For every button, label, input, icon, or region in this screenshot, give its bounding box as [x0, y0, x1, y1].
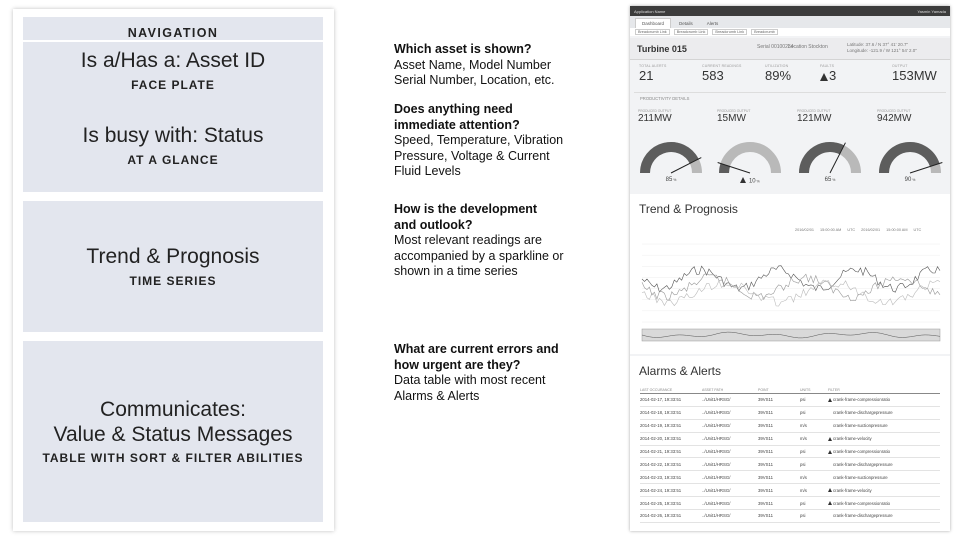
alarm-filter-text: crank-frame-velocity — [833, 436, 872, 442]
alarm-units: psi — [800, 449, 806, 454]
question-text: Alarms & Alerts — [394, 388, 480, 403]
alarm-units: psi — [800, 513, 806, 519]
gauge-dial — [717, 137, 787, 177]
gauge-percent: 10 % — [717, 177, 783, 185]
question-text: Pressure, Voltage & Current — [394, 148, 550, 163]
question-heading: immediate attention? — [394, 117, 520, 132]
gauge-percent-value: 85 — [665, 177, 673, 183]
alarm-point: 39VS11 — [758, 397, 773, 403]
alarm-date: 2014-02-20, 19:33:51 — [640, 436, 682, 442]
table-row[interactable] — [640, 446, 940, 459]
table-row[interactable] — [640, 420, 940, 433]
question-heading: Which asset is shown? — [394, 42, 532, 56]
kpi-value: 583 — [702, 68, 724, 83]
asset-id-subtitle: FACE PLATE — [131, 77, 215, 92]
alarm-date: 2014-02-17, 19:33:51 — [640, 397, 682, 403]
kpi-label: TOTAL ALERTS — [639, 64, 667, 68]
kpi-faults — [820, 64, 836, 83]
status-box — [23, 99, 323, 192]
app-titlebar — [630, 6, 950, 16]
communicates-box — [23, 341, 323, 522]
kpi-output — [892, 64, 937, 83]
gauge-fill — [724, 165, 725, 173]
trend-series-line — [642, 280, 940, 306]
alarm-date: 2014-02-18, 19:33:51 — [640, 410, 682, 416]
breadcrumb-current: Breadcrumb — [751, 29, 778, 35]
alarm-date: 2014-02-19, 19:33:51 — [640, 423, 682, 429]
alarm-units: m/s — [800, 474, 807, 480]
alarm-asset-path: ../Unit1/HRSG/ — [702, 500, 731, 506]
asset-name: Turbine 015 — [637, 44, 687, 54]
breadcrumb — [630, 28, 950, 36]
trend-start-date[interactable]: 2016/02/01 — [795, 228, 815, 232]
question-text: accompanied by a sparkline or — [394, 248, 564, 263]
alarm-filter — [828, 501, 940, 506]
column-header-asset-path[interactable]: ASSET PATH — [702, 387, 724, 392]
kpi-label: CURRENT READINGS — [702, 64, 742, 68]
alarm-point: 39VS11 — [758, 436, 773, 442]
alarm-date: 2014-02-21, 19:33:51 — [640, 449, 682, 454]
trend-end-time[interactable]: 15:00:00 AM — [886, 228, 908, 232]
kpi-label: FAULTS — [820, 64, 835, 68]
kpi-readings — [702, 64, 742, 83]
alarm-filter — [828, 513, 940, 518]
gauge-percent: 85 % — [665, 177, 677, 183]
gauge-fill — [884, 147, 935, 173]
question-text: Serial Number, Location, etc. — [394, 73, 555, 87]
alarm-units: psi — [800, 410, 806, 416]
alarm-point: 39VS11 — [758, 474, 773, 480]
alarm-filter-text: crank-frame-suctionpressure — [833, 474, 888, 480]
app-tabs — [630, 16, 950, 28]
kpi-value — [820, 68, 836, 83]
alarm-filter-text: crank-frame-dischargepressure — [833, 513, 893, 519]
column-header-units[interactable]: UNITS — [800, 387, 811, 392]
kpi-label: UTILIZATION — [765, 64, 789, 68]
alarm-filter-text: crank-frame-compressionratio — [833, 500, 891, 506]
alarms-section-title: Alarms & Alerts — [639, 364, 722, 378]
asset-latitude: Latitude: 37.6 / N 37° 41' 20.7" — [847, 42, 909, 47]
warning-icon — [828, 398, 832, 402]
breadcrumb-link[interactable]: Breadcrumb Link — [635, 29, 670, 35]
column-header-filter[interactable]: FILTER — [828, 387, 840, 392]
gauge-label: PRODUCED OUTPUT — [877, 109, 911, 113]
gauge-dial — [638, 137, 708, 177]
trend-title: Trend & Prognosis — [86, 245, 260, 269]
alarm-point: 39VS11 — [758, 449, 773, 454]
alarm-asset-path: ../Unit1/HRSG/ — [702, 397, 731, 403]
alarms-table — [640, 386, 940, 523]
app-screenshot — [630, 6, 950, 531]
question-attention — [394, 102, 604, 180]
gauge-label: PRODUCED OUTPUT — [717, 109, 751, 113]
alarm-filter — [828, 488, 940, 493]
question-errors — [394, 342, 604, 404]
table-row[interactable] — [640, 510, 940, 523]
gauge-percent-value: 65 — [824, 177, 832, 183]
question-text: Data table with most recent — [394, 373, 546, 387]
column-header-occurance[interactable]: LAST OCCURANCE — [640, 387, 673, 392]
question-development — [394, 202, 604, 280]
warning-icon — [828, 437, 832, 441]
alarm-filter — [828, 449, 940, 454]
trend-chart — [630, 194, 950, 354]
table-row[interactable] — [640, 484, 940, 497]
gauge-widget — [717, 109, 795, 191]
asset-location: Location Stockton — [788, 44, 828, 50]
alarm-point: 39VS11 — [758, 513, 773, 519]
warning-icon — [820, 73, 828, 81]
alarm-asset-path: ../Unit1/HRSG/ — [702, 487, 731, 493]
navigation-box — [23, 17, 323, 40]
table-row[interactable] — [640, 471, 940, 484]
alarm-asset-path: ../Unit1/HRSG/ — [702, 461, 731, 467]
alarm-point: 39VS11 — [758, 500, 773, 506]
alarm-date: 2014-02-26, 19:33:51 — [640, 513, 682, 519]
alarm-date: 2014-02-24, 19:33:51 — [640, 487, 682, 493]
question-heading: and outlook? — [394, 217, 473, 232]
warning-icon — [740, 177, 746, 183]
alarms-table-header — [640, 386, 940, 394]
gauge-value: 211MW — [638, 113, 672, 124]
kpi-value: 153MW — [892, 68, 937, 83]
user-name[interactable]: Yasmin Yamada — [917, 8, 946, 14]
alarm-filter — [828, 410, 940, 415]
alarm-units: psi — [800, 461, 806, 467]
alarm-units: psi — [800, 397, 806, 403]
kpi-row — [630, 64, 950, 92]
question-asset — [394, 42, 604, 89]
alarm-units: m/s — [800, 436, 807, 442]
gauge-fill — [645, 147, 694, 173]
column-header-point[interactable]: POINT — [758, 387, 769, 392]
question-text: Asset Name, Model Number — [394, 57, 552, 72]
table-row[interactable] — [640, 497, 940, 510]
asset-serial: Serial 00100234 — [757, 44, 794, 50]
gauge-value: 942MW — [877, 113, 912, 124]
question-heading: How is the development — [394, 202, 538, 216]
gauge-percent-value: 90 — [904, 177, 912, 183]
alarms-section — [630, 356, 950, 531]
trend-start-tz[interactable]: UTC — [847, 228, 856, 232]
table-row[interactable] — [640, 407, 940, 420]
question-heading: What are current errors and — [394, 342, 559, 356]
kpi-faults-value: 3 — [829, 68, 837, 83]
gauge-label: PRODUCED OUTPUT — [797, 109, 831, 113]
alarm-filter — [828, 436, 940, 441]
table-row[interactable] — [640, 458, 940, 471]
table-row[interactable] — [640, 394, 940, 407]
warning-icon — [828, 450, 832, 454]
alarm-asset-path: ../Unit1/HRSG/ — [702, 436, 731, 442]
alarm-asset-path: ../Unit1/HRSG/ — [702, 449, 731, 454]
breadcrumb-link[interactable]: Breadcrumb Link — [712, 29, 747, 35]
question-text: Speed, Temperature, Vibration — [394, 133, 564, 147]
alarm-filter-text: crank-frame-dischargepressure — [833, 410, 893, 416]
tab-alerts[interactable]: Alerts — [706, 21, 719, 26]
trend-box — [23, 201, 323, 332]
trend-start-time[interactable]: 15:00:00 AM — [820, 228, 842, 232]
alarm-filter — [828, 462, 940, 467]
asset-faceplate — [630, 38, 950, 60]
alarm-asset-path: ../Unit1/HRSG/ — [702, 410, 731, 416]
alarm-asset-path: ../Unit1/HRSG/ — [702, 474, 731, 480]
communicates-title-1: Communicates: — [100, 398, 246, 422]
alarm-filter-text: crank-frame-compressionratio — [833, 397, 891, 403]
alarm-date: 2014-02-22, 19:33:51 — [640, 461, 682, 467]
alarm-units: psi — [800, 500, 806, 506]
alarm-filter-text: crank-frame-velocity — [833, 487, 872, 493]
asset-id-box — [23, 42, 323, 99]
question-heading: Does anything need — [394, 102, 513, 116]
asset-coordinates — [847, 42, 917, 54]
gauge-label: PRODUCED OUTPUT — [638, 109, 672, 113]
alarm-date: 2014-02-25, 19:33:51 — [640, 500, 682, 506]
alarm-units: m/s — [800, 423, 807, 429]
productivity-title: PRODUCTIVITY DETAILS — [640, 96, 690, 101]
alarm-point: 39VS11 — [758, 487, 773, 493]
gauge-dial — [797, 137, 867, 177]
asset-longitude: Longitude: -121.9 / W 121° 54' 2.0" — [847, 48, 917, 53]
alarm-filter — [828, 475, 940, 480]
kpi-utilization — [765, 64, 791, 83]
trend-end-tz[interactable]: UTC — [913, 228, 922, 232]
navigation-label: NAVIGATION — [127, 26, 219, 40]
trend-section-title: Trend & Prognosis — [639, 202, 738, 216]
trend-section — [630, 194, 950, 354]
alarm-filter-text: crank-frame-suctionpressure — [833, 423, 888, 429]
warning-icon — [828, 488, 832, 492]
alarm-point: 39VS11 — [758, 423, 773, 429]
trend-end-date[interactable]: 2016/02/01 — [861, 228, 881, 232]
gauge-percent: 65 % — [824, 177, 836, 183]
alarm-date: 2014-02-23, 19:33:51 — [640, 474, 682, 480]
warning-icon — [828, 501, 832, 505]
communicates-title-2: Value & Status Messages — [53, 422, 293, 446]
question-heading: how urgent are they? — [394, 357, 521, 372]
alarm-asset-path: ../Unit1/HRSG/ — [702, 513, 731, 519]
status-subtitle: AT A GLANCE — [127, 152, 219, 167]
app-window-title: Application Name — [634, 8, 666, 14]
alarm-units: m/s — [800, 487, 807, 493]
alarm-filter-text: crank-frame-compressionratio — [833, 449, 891, 454]
gauge-dial — [877, 137, 947, 177]
communicates-subtitle: TABLE WITH SORT & FILTER ABILITIES — [42, 450, 304, 465]
gauge-percent: 90 % — [904, 177, 916, 183]
gauge-value: 121MW — [797, 113, 832, 124]
tab-details[interactable]: Details — [679, 21, 693, 26]
alarm-filter — [828, 397, 940, 402]
breadcrumb-link[interactable]: Breadcrumb Link — [674, 29, 709, 35]
gauge-percent-value: 10 — [748, 178, 756, 185]
table-row[interactable] — [640, 433, 940, 446]
gauge-value: 15MW — [717, 113, 746, 124]
productivity-panel — [634, 92, 946, 192]
gauge-widget — [797, 109, 875, 191]
alarm-point: 39VS11 — [758, 461, 773, 467]
trend-series-line — [642, 266, 940, 293]
gauge-widget — [638, 109, 716, 191]
alarm-point: 39VS11 — [758, 410, 773, 416]
alarm-asset-path: ../Unit1/HRSG/ — [702, 423, 731, 429]
alarm-filter — [828, 423, 940, 428]
gauge-widget — [877, 109, 950, 191]
trend-subtitle: TIME SERIES — [129, 273, 217, 288]
kpi-label: OUTPUT — [892, 64, 908, 68]
question-text: Most relevant readings are — [394, 233, 542, 247]
layer-diagram-panel — [13, 9, 334, 531]
kpi-value: 21 — [639, 68, 654, 83]
question-text: Fluid Levels — [394, 164, 461, 178]
status-title: Is busy with: Status — [82, 124, 264, 148]
gauge-track — [724, 147, 776, 173]
kpi-value: 89% — [765, 68, 792, 83]
tab-dashboard[interactable]: Dashboard — [635, 18, 671, 28]
kpi-total-alerts — [639, 64, 667, 83]
alarm-filter-text: crank-frame-dischargepressure — [833, 461, 893, 467]
question-text: shown in a time series — [394, 264, 518, 278]
trend-navigator[interactable] — [642, 329, 940, 341]
asset-id-title: Is a/Has a: Asset ID — [80, 49, 266, 73]
